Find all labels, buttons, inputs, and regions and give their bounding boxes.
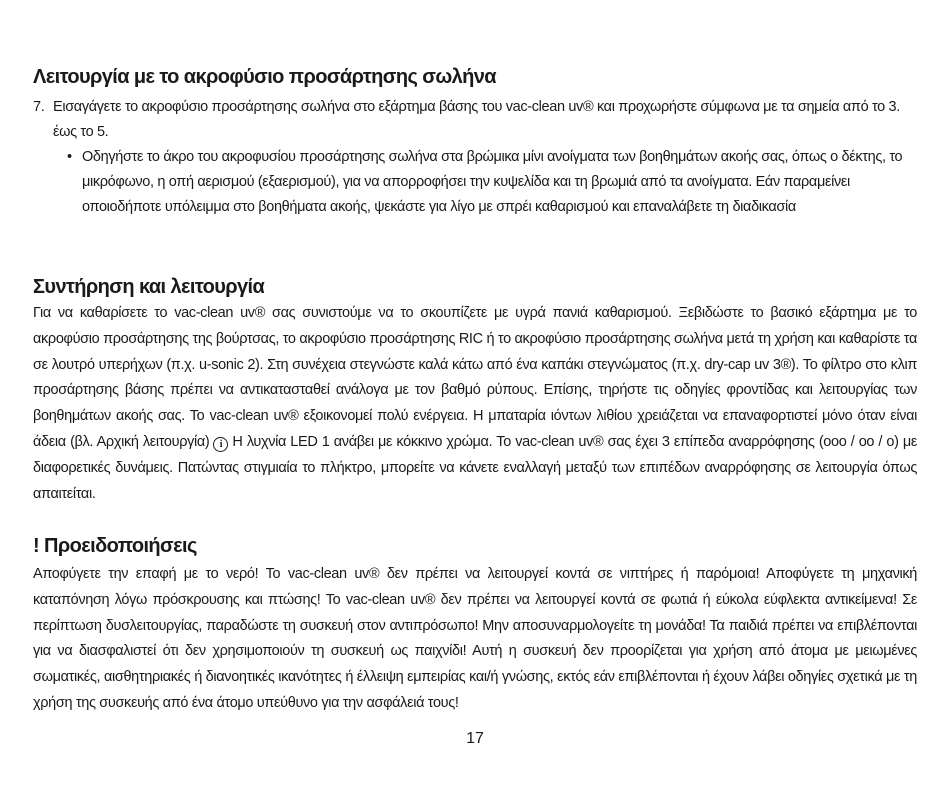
section-title-warnings: ! Προειδοποιήσεις	[33, 535, 197, 557]
maintenance-paragraph	[33, 301, 917, 507]
maintenance-text-1: Για να καθαρίσετε το vac-clean uv® σας συνιστούμε να το σκουπίζετε με υγρά πανιά καθαρισμού. Ξεβιδώστε το βασικό εξάρτημα με το ακροφύσιο προσάρτησης της βούρτσας, το ακροφύσιο προσάρτησης RIC ή το ακροφύσιο προσάρτησης σωλήνα μετά τη χρήση και καθαρίστε τα σε λουτρό υπερήχων (π.χ. u-sonic 2). Στη συνέχεια στεγνώστε καλά κάτω από ένα καπάκι στεγνώματος (π.χ. dry-cap uv 3®). Το φίλτρο στο κλιπ προσάρτησης βάσης πρέπει να αντικατασταθεί ανάλογα με τον βαθμό ρύπους. Επίσης, τηρήστε τις οδηγίες φροντίδας και λειτουργίας των βοηθημάτων ακοής σας. Το vac-clean uv® εξοικονομεί πολύ ενέργεια. Η μπαταρία ιόντων λιθίου χρειάζεται να επαναφορτιστεί μόνο όταν είναι άδεια (βλ. Αρχική λειτουργία)	[33, 305, 917, 450]
maintenance-text-2: Η λυχνία LED 1 ανάβει με κόκκινο χρώμα. Το vac-clean uv® σας έχει 3 επίπεδα αναρρόφησης (ooo / oo / o) με διαφορετικές δυνάμεις. Πατώντας στιγμιαία το πλήκτρο, μπορείτε να κάνετε εναλλαγή μεταξύ των επιπέδων αναρρόφησης σε λειτουργία όπως απαιτείται.	[33, 433, 917, 502]
step-text: Εισαγάγετε το ακροφύσιο προσάρτησης σωλήνα στο εξάρτημα βάσης του vac-clean uv® και προχωρήστε σύμφωνα με τα σημεία από το 3. έως το 5.	[53, 99, 900, 140]
section-title-hose-nozzle: Λειτουργία με το ακροφύσιο προσάρτησης σωλήνα	[33, 66, 496, 88]
numbered-step-7	[33, 95, 917, 145]
bullet-item	[67, 145, 917, 220]
section-title-maintenance: Συντήρηση και λειτουργία	[33, 276, 265, 298]
step-number: 7.	[33, 99, 45, 115]
bullet-marker: •	[67, 149, 72, 165]
info-icon: i	[213, 437, 228, 452]
page-number: 17	[466, 730, 484, 747]
bullet-text: Οδηγήστε το άκρο του ακροφυσίου προσάρτησης σωλήνα στα βρώμικα μίνι ανοίγματα των βοηθημάτων ακοής σας, όπως ο δέκτης, το μικρόφωνο, η οπή αερισμού (εξαερισμού), για να απορροφήσει την κυψελίδα και τη βρωμιά από τα ανοίγματα. Εάν παραμείνει οποιοδήποτε υπόλειμμα στο βοηθήματα ακοής, ψεκάστε για λίγο με σπρέι καθαρισμού και επαναλάβετε τη διαδικασία	[82, 149, 903, 215]
warnings-paragraph: Αποφύγετε την επαφή με το νερό! Το vac-clean uv® δεν πρέπει να λειτουργεί κοντά σε νιπτήρες ή παρόμοια! Αποφύγετε τη μηχανική καταπόνηση λόγω πρόσκρουσης και πτώσης! Το vac-clean uv® δεν πρέπει να λειτουργεί κοντά σε φωτιά ή εύκολα εύφλεκτα αντικείμενα! Σε περίπτωση δυσλειτουργίας, παραδώστε τη συσκευή στον αντιπρόσωπο! Μην αποσυναρμολογείτε τη μονάδα! Τα παιδιά πρέπει να επιβλέπονται για να διασφαλιστεί ότι δεν χρησιμοποιούν τη συσκευή ως παιχνίδι! Αυτή η συσκευή δεν προορίζεται για χρήση από άτομα με μειωμένες σωματικές, αισθητηριακές ή διανοητικές ικανότητες ή έλλειψη εμπειρίας και/ή γνώσης, εκτός εάν επιβλέπονται ή έχουν λάβει οδηγίες σχετικά με τη χρήση της συσκευής από ένα άτομο υπεύθυνο για την ασφάλειά τους!	[33, 566, 917, 711]
